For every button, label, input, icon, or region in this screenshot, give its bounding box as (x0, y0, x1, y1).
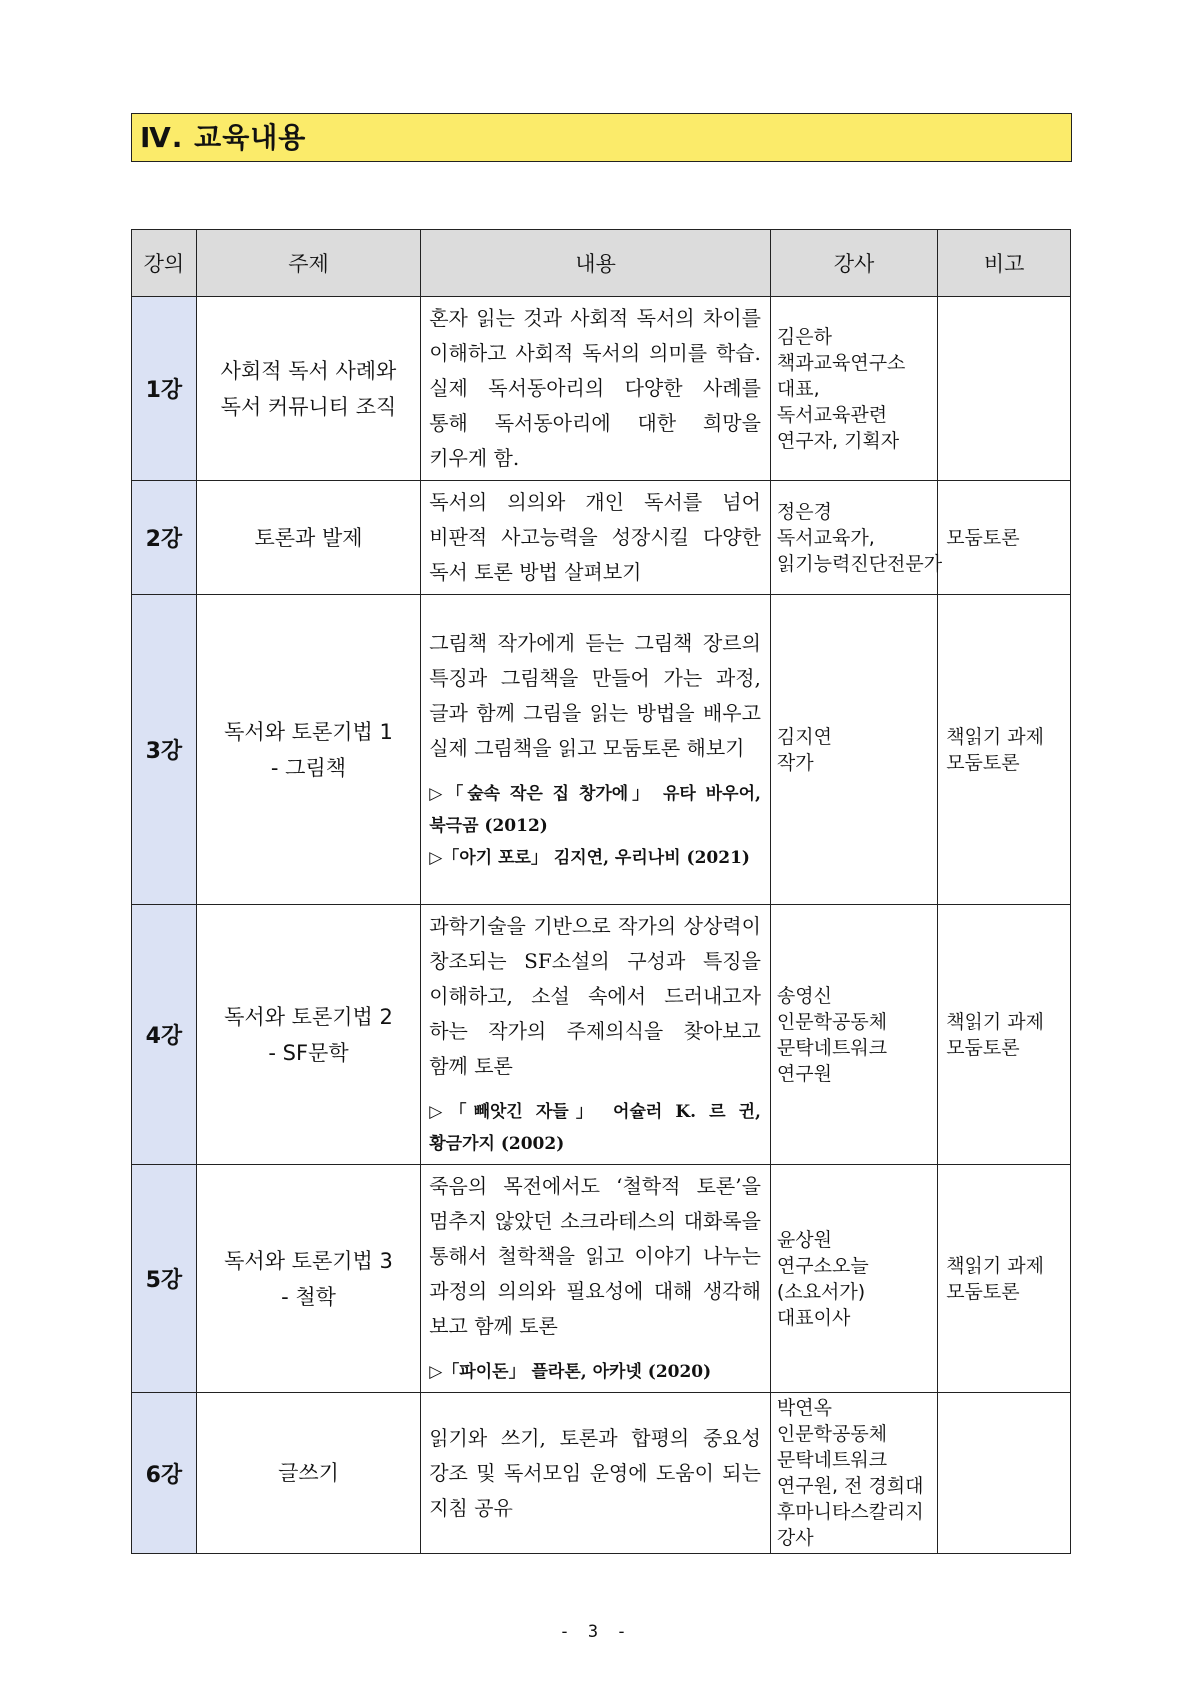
instructor-line: 김지연 (776, 725, 832, 748)
instructor-line: 김은하 (776, 325, 832, 348)
lecture-number: 6강 (132, 1393, 197, 1554)
book-reference: ▷「아기 포로」 김지연, 우리나비 (2021) (429, 847, 750, 868)
lecture-number: 3강 (132, 595, 197, 905)
curriculum-table (131, 229, 1071, 1554)
lecture-number: 1강 (132, 297, 197, 481)
instructor-line: 작가 (776, 751, 814, 774)
instructor-cell (770, 297, 937, 481)
content-text: 읽기와 쓰기, 토론과 합평의 중요성 강조 및 독서모임 운영에 도움이 되는 지침 공유 (429, 1425, 761, 1520)
book-reference: ▷「숲속 작은 집 창가에」 유타 바우어, 북극곰 (2012) (429, 783, 761, 836)
note-line: 모둠토론 (946, 1280, 1020, 1303)
content-cell (421, 1165, 771, 1393)
content-cell (421, 297, 771, 481)
note-line: 모둠토론 (946, 751, 1020, 774)
topic-line: - 그림책 (270, 755, 347, 780)
content-text: 혼자 읽는 것과 사회적 독서의 차이를 이해하고 사회적 독서의 의미를 학습. 실제 독서동아리의 다양한 사례를 통해 독서동아리에 대한 희망을 키우게 함. (429, 306, 761, 470)
table-header-row (132, 230, 1071, 297)
table-row (132, 297, 1071, 481)
topic-cell (196, 905, 420, 1165)
instructor-cell (770, 595, 937, 905)
table-row (132, 481, 1071, 595)
note-cell (938, 1393, 1071, 1554)
note-line: 책읽기 과제 (946, 725, 1045, 748)
topic-line: - 철학 (281, 1284, 336, 1309)
topic-line: 사회적 독서 사례와 (220, 358, 397, 383)
instructor-cell (770, 1393, 937, 1554)
note-cell (938, 297, 1071, 481)
instructor-line: 독서교육관련 연구자, 기획자 (776, 403, 900, 452)
content-text: 독서의 의의와 개인 독서를 넘어 비판적 사고능력을 성장시킬 다양한 독서 토론 방법 살펴보기 (429, 490, 761, 584)
section-title: Ⅳ. 교육내용 (131, 113, 1072, 162)
note-line: 모둠토론 (946, 1036, 1020, 1059)
instructor-line: 정은경 (776, 500, 832, 523)
book-reference: ▷「파이돈」 플라톤, 아카넷 (2020) (429, 1362, 712, 1382)
lecture-number: 2강 (132, 481, 197, 595)
table-row (132, 595, 1071, 905)
topic-cell (196, 481, 420, 595)
note-cell (938, 1165, 1071, 1393)
instructor-line: 인문학공동체 문탁네트워크 연구원 (776, 1010, 888, 1085)
topic-line: 토론과 발제 (254, 525, 363, 550)
book-list (429, 778, 761, 874)
instructor-line: 읽기능력진단전문가 (776, 552, 943, 575)
topic-cell (196, 1165, 420, 1393)
note-line: 모둠토론 (946, 526, 1020, 549)
table-row (132, 1393, 1071, 1554)
instructor-cell (770, 481, 943, 595)
note-line: 책읽기 과제 (946, 1254, 1045, 1277)
content-cell (421, 905, 771, 1165)
topic-cell (196, 297, 420, 481)
book-list (429, 1356, 761, 1388)
note-cell (938, 905, 1071, 1165)
table-row (132, 1165, 1071, 1393)
topic-line: 독서와 토론기법 1 (224, 719, 393, 744)
content-cell (421, 595, 771, 905)
header-lecture: 강의 (132, 230, 197, 297)
content-text: 죽음의 목전에서도 ‘철학적 토론’을 멈추지 않았던 소크라테스의 대화록을 통해서 철학책을 읽고 이야기 나누는 과정의 의의와 필요성에 대해 생각해 보고 함께 토론 (429, 1174, 761, 1338)
book-list (429, 1096, 761, 1160)
note-cell (938, 481, 1071, 595)
lecture-number: 4강 (132, 905, 197, 1165)
content-cell (421, 1393, 771, 1554)
topic-line: 글쓰기 (278, 1461, 339, 1485)
book-reference: ▷「빼앗긴 자들」 어슐러 K. 르 귄, 황금가지 (2002) (429, 1102, 761, 1154)
instructor-line: 인문학공동체 문탁네트워크 연구원, 전 경희대 후마니타스칼리지 강사 (776, 1423, 924, 1549)
content-cell (421, 481, 771, 595)
instructor-line: 독서교육가, (776, 526, 875, 549)
instructor-line: 박연옥 (776, 1397, 832, 1419)
instructor-cell (770, 1165, 937, 1393)
instructor-line: 윤상원 (776, 1228, 832, 1251)
header-note: 비고 (938, 230, 1071, 297)
header-instructor: 강사 (770, 230, 937, 297)
header-topic: 주제 (196, 230, 420, 297)
content-text: 그림책 작가에게 듣는 그림책 장르의 특징과 그림책을 만들어 가는 과정, 글과 함께 그림을 읽는 방법을 배우고 실제 그림책을 읽고 모둠토론 해보기 (429, 630, 761, 760)
topic-line: 독서와 토론기법 2 (224, 1004, 393, 1029)
note-cell (938, 595, 1071, 905)
topic-cell (196, 595, 420, 905)
note-line: 책읽기 과제 (946, 1010, 1045, 1033)
lecture-number: 5강 (132, 1165, 197, 1393)
topic-line: - SF문학 (268, 1040, 349, 1065)
topic-cell (196, 1393, 420, 1554)
instructor-line: 책과교육연구소 대표, (776, 351, 906, 400)
header-content: 내용 (421, 230, 771, 297)
instructor-cell (770, 905, 937, 1165)
instructor-line: 연구소오늘(소요서가) 대표이사 (776, 1254, 869, 1329)
page-number: - 3 - (559, 1622, 631, 1642)
topic-line: 독서와 토론기법 3 (224, 1248, 393, 1273)
instructor-line: 송영신 (776, 984, 832, 1007)
topic-line: 독서 커뮤니티 조직 (220, 394, 397, 419)
content-text: 과학기술을 기반으로 작가의 상상력이 창조되는 SF소설의 구성과 특징을 이해하고, 소설 속에서 드러내고자 하는 작가의 주제의식을 찾아보고 함께 토론 (429, 914, 761, 1078)
table-row (132, 905, 1071, 1165)
